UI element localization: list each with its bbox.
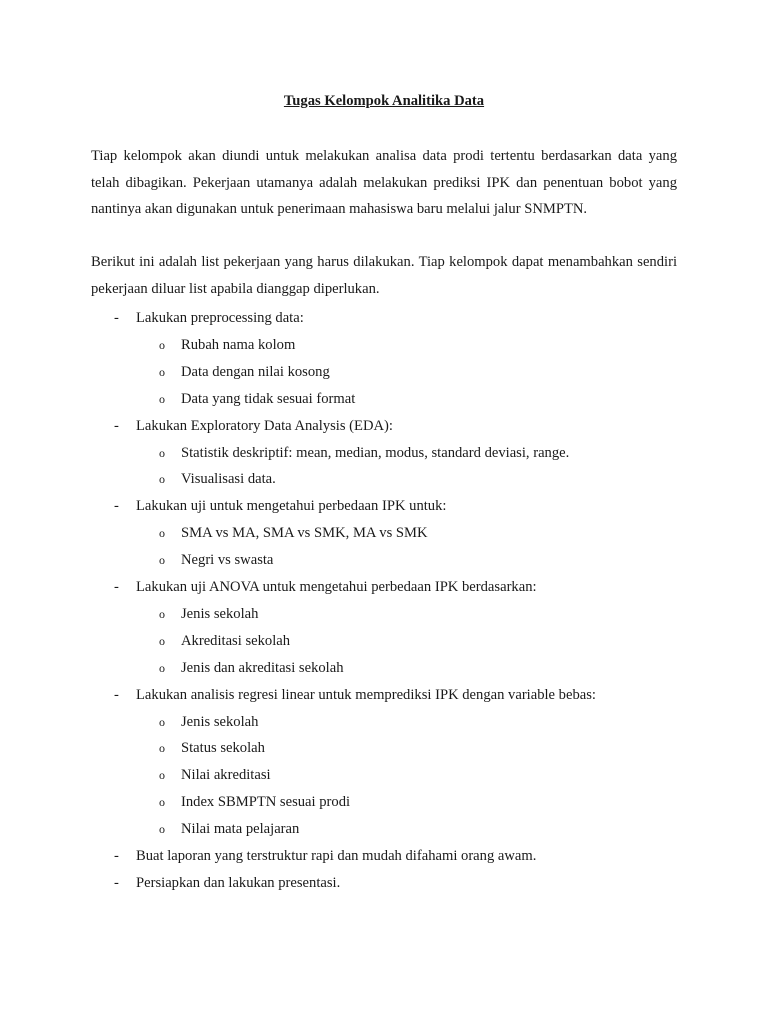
subtask-item-text: Jenis sekolah <box>181 713 259 730</box>
bullet-marker: o <box>159 741 165 756</box>
subtask-item-text: Akreditasi sekolah <box>181 632 291 649</box>
task-item-text: Lakukan uji untuk mengetahui perbedaan IPK untuk: <box>136 498 447 515</box>
dash-marker: - <box>114 498 119 515</box>
task-item-text: Lakukan analisis regresi linear untuk memprediksi IPK dengan variable bebas: <box>136 686 596 703</box>
subtask-item-text: Statistik deskriptif: mean, median, modus, standard deviasi, range. <box>181 444 570 461</box>
subtask-item-text: Nilai akreditasi <box>181 767 271 784</box>
dash-marker: - <box>114 848 119 864</box>
bullet-marker: o <box>159 391 165 406</box>
task-item-text: Lakukan preprocessing data: <box>136 310 304 326</box>
bullet-marker: o <box>159 795 165 810</box>
list-intro-line: pekerjaan diluar list apabila dianggap diperlukan. <box>91 280 380 297</box>
subtask-item-text: Jenis sekolah <box>181 605 259 622</box>
subtask-item-text: Data yang tidak sesuai format <box>181 390 356 407</box>
dash-marker: - <box>114 417 119 434</box>
bullet-marker: o <box>159 822 165 837</box>
bullet-marker: o <box>159 714 165 729</box>
task-item-text: Lakukan uji ANOVA untuk mengetahui perbedaan IPK berdasarkan: <box>136 579 537 595</box>
subtask-item-text: Nilai mata pelajaran <box>181 821 300 838</box>
bullet-marker: o <box>159 364 165 379</box>
bullet-marker: o <box>159 606 165 621</box>
bullet-marker: o <box>159 526 165 541</box>
intro-paragraph <box>91 143 677 223</box>
bullet-marker: o <box>159 337 165 352</box>
bullet-marker: o <box>159 768 165 783</box>
task-item-text: Buat laporan yang terstruktur rapi dan mudah difahami orang awam. <box>136 848 537 864</box>
intro-line: telah dibagikan. Pekerjaan utamanya adalah melakukan prediksi IPK dan penentuan bobot yang <box>91 174 677 191</box>
subtask-item-text: Data dengan nilai kosong <box>181 363 330 380</box>
bullet-marker: o <box>159 553 165 568</box>
task-item-text: Lakukan Exploratory Data Analysis (EDA): <box>136 417 393 434</box>
bullet-marker: o <box>159 445 165 460</box>
subtask-item-text: Negri vs swasta <box>181 552 274 569</box>
task-item-text: Persiapkan dan lakukan presentasi. <box>136 874 341 891</box>
list-intro-paragraph <box>91 249 677 302</box>
dash-marker: - <box>114 579 119 595</box>
intro-line: nantinya akan digunakan untuk penerimaan mahasiswa baru melalui jalur SNMPTN. <box>91 201 588 218</box>
document-title: Tugas Kelompok Analitika Data <box>283 93 485 109</box>
list-intro-line: Berikut ini adalah list pekerjaan yang harus dilakukan. Tiap kelompok dapat menambahkan sendiri <box>91 254 677 270</box>
subtask-item-text: Jenis dan akreditasi sekolah <box>181 659 344 676</box>
dash-marker: - <box>114 310 119 326</box>
subtask-item-text: Status sekolah <box>181 740 265 757</box>
subtask-item-text: SMA vs MA, SMA vs SMK, MA vs SMK <box>181 525 428 542</box>
bullet-marker: o <box>159 660 165 675</box>
bullet-marker: o <box>159 633 165 648</box>
dash-marker: - <box>114 874 119 891</box>
subtask-item-text: Index SBMPTN sesuai prodi <box>181 794 351 811</box>
subtask-item-text: Rubah nama kolom <box>181 336 296 353</box>
dash-marker: - <box>114 686 119 703</box>
intro-line: Tiap kelompok akan diundi untuk melakukan analisa data prodi tertentu berdasarkan data yang <box>91 148 677 164</box>
subtask-item-text: Visualisasi data. <box>181 471 276 488</box>
bullet-marker: o <box>159 472 165 487</box>
